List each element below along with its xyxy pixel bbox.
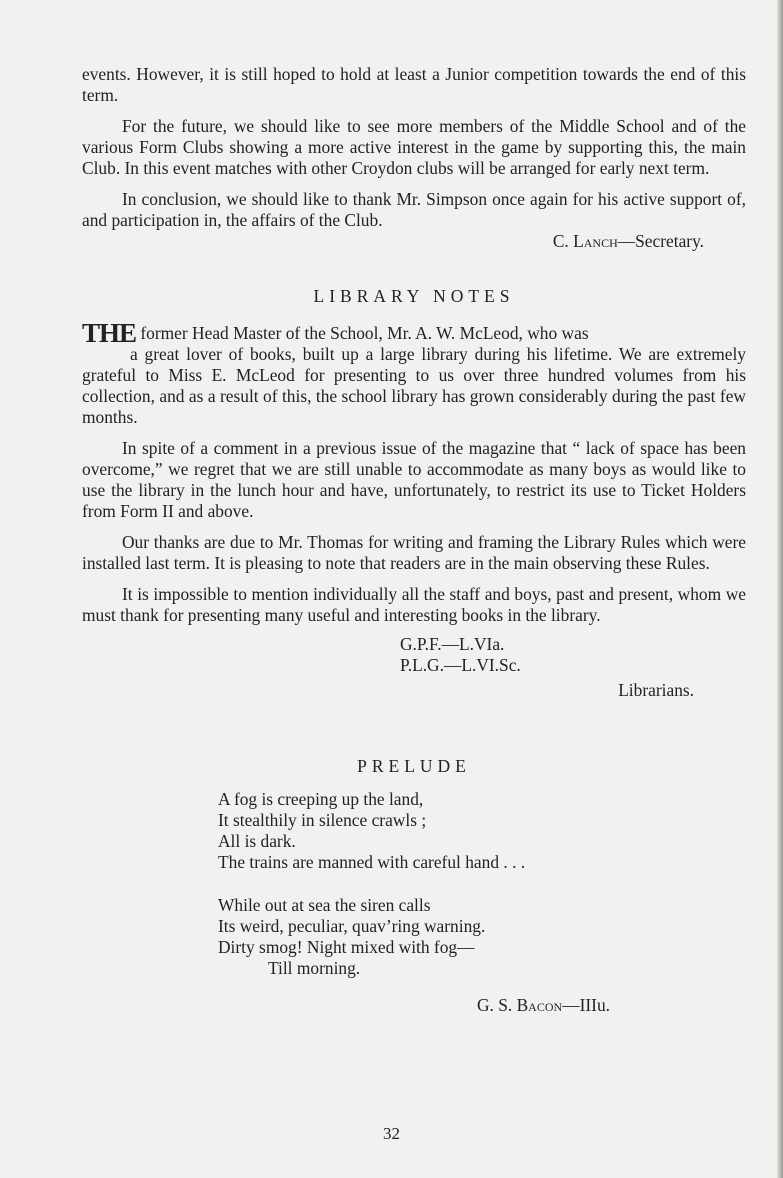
poem-line: All is dark. xyxy=(218,831,296,851)
poem-line: Till morning. xyxy=(268,958,361,978)
page-edge-shadow xyxy=(777,0,783,1178)
club-signature-initial: C. xyxy=(552,231,574,251)
club-signature xyxy=(82,231,704,252)
library-notes-heading: LIBRARY NOTES xyxy=(313,286,515,306)
club-signature-role: —Secretary. xyxy=(617,231,704,251)
poem-author-initials: G. S. xyxy=(476,995,517,1015)
poem-author-name: Bacon xyxy=(516,995,563,1015)
poem-author xyxy=(82,995,610,1016)
librarians-signature xyxy=(82,634,746,700)
poem-author-form: —IIIu. xyxy=(562,995,610,1015)
poem-line: It stealthily in silence crawls ; xyxy=(218,810,427,830)
poem-line: Its weird, peculiar, quav’ring warning. xyxy=(218,916,486,936)
poem-line: Dirty smog! Night mixed with fog— xyxy=(218,937,475,957)
club-paragraph-1: events. However, it is still hoped to hold at least a Junior competition towards the end of this term. xyxy=(82,64,746,105)
library-paragraph-3: Our thanks are due to Mr. Thomas for writing and framing the Library Rules which were installed last term. It is pleasing to note that readers are in the main observing these Rules. xyxy=(82,532,746,573)
club-signature-name: Lanch xyxy=(573,231,618,251)
poem-line: A fog is creeping up the land, xyxy=(218,789,424,809)
librarians-label: Librarians. xyxy=(618,680,694,700)
poem-line: The trains are manned with careful hand . . . xyxy=(218,852,526,872)
library-paragraph-1-line-1: former Head Master of the School, Mr. A. W. McLeod, who was xyxy=(136,323,589,343)
library-dropcap: THE xyxy=(82,318,137,348)
club-paragraph-2: For the future, we should like to see more members of the Middle School and of the various Form Clubs showing a more active interest in the game by supporting this, the main Club. In this event matches with other Croydon clubs will be arranged for early next term. xyxy=(82,116,746,178)
poem-title: PRELUDE xyxy=(357,756,471,776)
librarian-1: G.P.F.—L.VIa. xyxy=(400,634,505,654)
librarian-2: P.L.G.—L.VI.Sc. xyxy=(400,655,521,675)
page-number: 32 xyxy=(383,1124,400,1143)
page-content xyxy=(82,64,746,1016)
club-paragraph-3: In conclusion, we should like to thank Mr. Simpson once again for his active support of, and participation in, the affairs of the Club. xyxy=(82,189,746,230)
poem-line: While out at sea the siren calls xyxy=(218,895,431,915)
library-paragraph-1-rest: a great lover of books, built up a large library during his lifetime. We are extremely grateful to Miss E. McLeod for presenting to us over three hundred volumes from his collection, and as a result of this, the school library has grown considerably during the past few months. xyxy=(82,344,746,427)
poem-body xyxy=(82,789,746,979)
library-paragraph-1 xyxy=(82,318,746,428)
library-paragraph-4: It is impossible to mention individually all the staff and boys, past and present, whom we must thank for presenting many useful and interesting books in the library. xyxy=(82,584,746,625)
library-paragraph-2: In spite of a comment in a previous issue of the magazine that “ lack of space has been overcome,” we regret that we are still unable to accommodate as many boys as would like to use the library in the lunch hour and have, unfortunately, to restrict its use to Ticket Holders from Form II and above. xyxy=(82,438,746,521)
stanza-break xyxy=(218,873,746,895)
